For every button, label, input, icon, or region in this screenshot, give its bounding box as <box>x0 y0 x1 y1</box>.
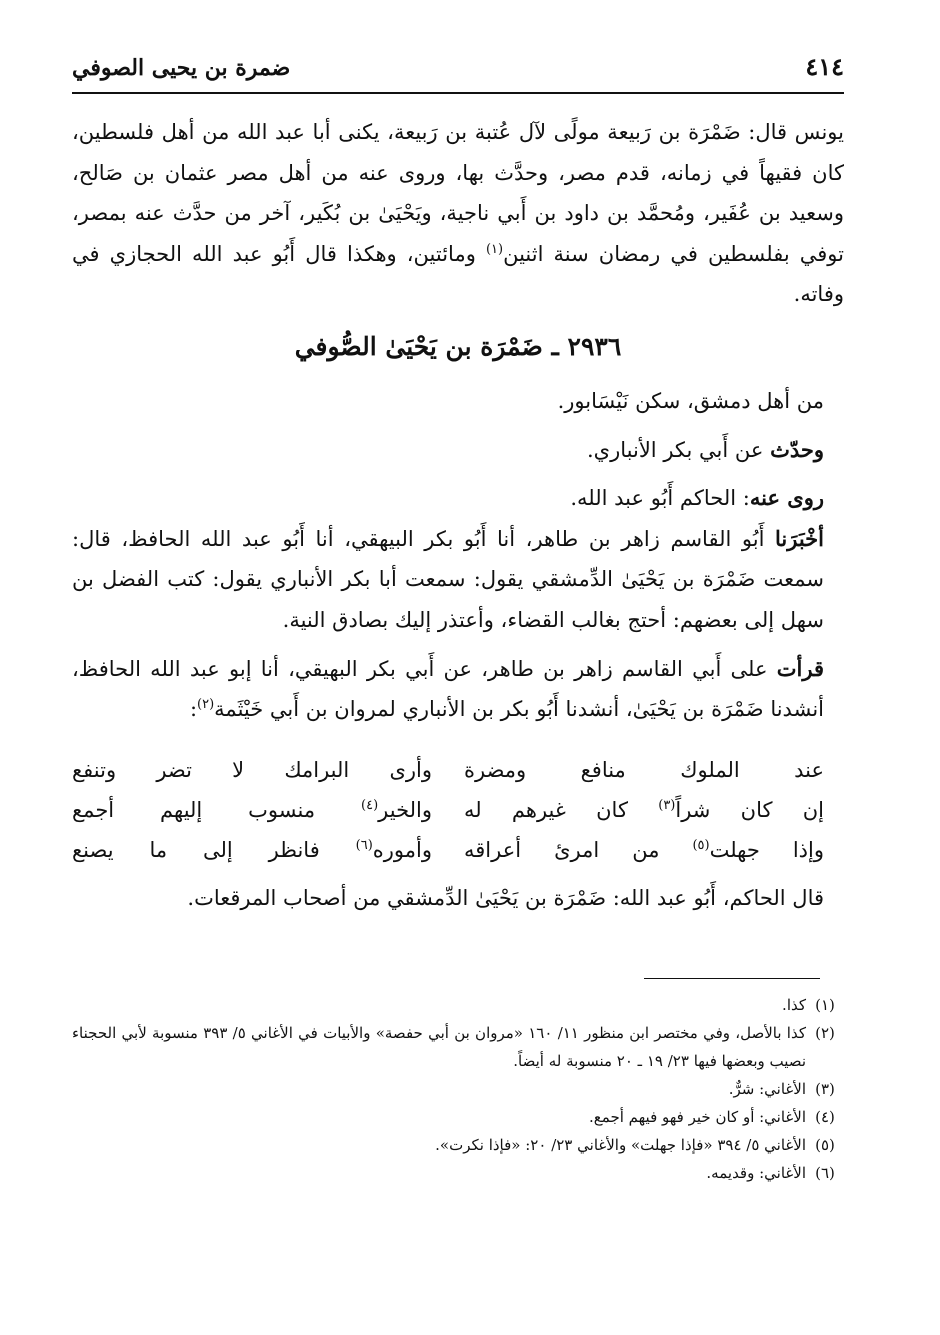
footnote-number: (١) <box>815 996 835 1015</box>
verse-first-hemistich <box>464 750 824 790</box>
hemistich-text: عند الملوك منافع ومضرة <box>464 757 824 782</box>
footnote <box>72 1159 844 1187</box>
isnad-text-2: على أَبي القاسم زاهر بن طاهر، عن أَبي بكر البهيقي، أنا إبو عبد الله الحافظ، أنشدنا ضَمْرَة بن يَحْيَىٰ، أنشدنا أَبُو بكر بن الأنباري لمروان بن أَبي خَيْثَمة <box>72 656 824 722</box>
footnote-text: الأغاني: وقديمه. <box>706 1164 806 1183</box>
hemistich-text: من امرئ أعراقه <box>464 837 693 862</box>
entry-hadath <box>72 430 844 471</box>
footnote-separator <box>644 978 820 979</box>
footnote-text: الأغاني: شرٌّ. <box>728 1080 806 1099</box>
running-head <box>72 52 844 92</box>
footnote-ref-2: (٢) <box>197 697 215 713</box>
hemistich-text: كان غيرهم له <box>464 797 659 822</box>
header-rule <box>72 92 844 94</box>
isnad-text-1: أَبُو القاسم زاهر بن طاهر، أنا أَبُو بكر البيهقي، أنا أَبُو عبد الله الحافظ، قال: سمعت ضَمْرَة بن يَحْيَىٰ الدِّمشقي يقول: سمعت أبا بكر الأنباري يقول: كتب الفضل بن سهل إلى بعضهم: أحتج بغالب القضاء، وأعتذر إليك بصادق النية. <box>72 526 824 632</box>
footnote-text: الأغاني: أو كان خير فهو فيهم أجمع. <box>589 1108 806 1127</box>
previous-entry-text: يونس قال: ضَمْرَة بن رَبيعة مولًى لآل عُتبة بن رَبيعة، يكنى أبا عبد الله من أهل فلسطين، كان فقيهاً في زمانه، قدم مصر، وحدَّث بها، وروى عنه من أهل مصر عثمان بن صَالح، وسعيد بن عُفَير، ومُحمَّد بن داود بن أَبي ناجية، ويَحْيَىٰ بن بُكَير، آخر من حدَّث عنه بمصر، توفي بفلسطين في رمضان سنة اثنين <box>72 120 844 266</box>
hemistich-text: منسوب إليهم أجمع <box>72 797 361 822</box>
closing-paragraph: قال الحاكم، أَبُو عبد الله: ضَمْرَة بن يَحْيَىٰ الدِّمشقي من أصحاب المرقعات. <box>187 885 824 910</box>
footnote <box>72 1131 844 1159</box>
footnote <box>72 1075 844 1103</box>
verse-second-hemistich <box>72 750 432 790</box>
verse-second-hemistich <box>72 790 432 830</box>
footnote <box>72 1103 844 1131</box>
verse-line <box>72 830 844 870</box>
akhbarana-keyword: أخْبَرَنا <box>775 525 824 551</box>
rawa-text: : الحاكم أَبُو عبد الله. <box>570 486 750 511</box>
previous-entry-paragraph <box>72 112 844 315</box>
footnote-text: الأغاني ٥/ ٣٩٤ «فإذا جهلت» والأغاني ٢٣/ ٢٠: «فإذا نكرت». <box>435 1136 806 1155</box>
footnote-number: (٥) <box>815 1136 835 1155</box>
entry-narrators <box>72 478 844 519</box>
footnote-ref-6: (٦) <box>355 837 373 853</box>
footnote-text: كذا. <box>782 996 806 1015</box>
footnote-number: (٦) <box>815 1164 835 1183</box>
book-page <box>72 52 844 1187</box>
verse-second-hemistich <box>72 830 432 870</box>
footnote-number: (٢) <box>815 1024 835 1043</box>
footnotes <box>72 991 844 1187</box>
hadath-keyword: وحدّث <box>770 436 824 462</box>
footnote-number: (٣) <box>815 1080 835 1099</box>
footnote <box>72 991 844 1019</box>
verse-first-hemistich <box>464 830 824 870</box>
hemistich-text: فانظر إلى ما يصنع <box>72 837 356 862</box>
footnote-ref-1: (١) <box>485 241 504 257</box>
footnote-number: (٤) <box>815 1108 835 1127</box>
hemistich-text: وأموره <box>372 837 432 862</box>
isnad-colon: : <box>189 697 198 722</box>
footnote-ref-3: (٣) <box>658 797 676 813</box>
qara-keyword: قرأت <box>776 655 824 681</box>
entry-origin: من أهل دمشق، سكن نَيْسَابور. <box>557 388 824 413</box>
footnote-text: كذا بالأصل، وفي مختصر ابن منظور ١١/ ١٦٠ «مروان بن أبي حفصة» والأبيات في الأغاني ٥/ ٣٩٣ منسوبة لأبي الحجناء نصيب وبعضها فيها ٢٣/ ١٩ ـ ٢٠ منسوبة له أيضاً. <box>72 1024 806 1071</box>
previous-entry-text-end: ومائتين، وهكذا قال أَبُو عبد الله الحجازي في وفاته. <box>72 241 844 307</box>
poem <box>72 750 844 870</box>
entry-title: ٢٩٣٦ ـ ضَمْرَة بن يَحْيَىٰ الصُّوفي <box>294 331 622 361</box>
page-number: ٤١٤ <box>805 52 844 81</box>
footnote <box>72 1019 844 1075</box>
verse-line <box>72 750 844 790</box>
running-title: ضمرة بن يحيى الصوفي <box>72 55 291 81</box>
hemistich-text: وأرى البرامك لا تضر وتنفع <box>72 757 432 782</box>
verse-line <box>72 790 844 830</box>
hemistich-text: والخير <box>378 797 432 822</box>
isnad-paragraph-2 <box>72 649 844 730</box>
hadath-text: عن أَبي بكر الأنباري. <box>587 437 771 462</box>
hemistich-text: إن كان شراً <box>675 797 824 822</box>
rawa-keyword: روى عنه <box>749 485 824 511</box>
isnad-paragraph-1 <box>72 519 844 641</box>
footnote-ref-5: (٥) <box>692 837 710 853</box>
verse-first-hemistich <box>464 790 824 830</box>
footnote-ref-4: (٤) <box>361 797 379 813</box>
hemistich-text: وإذا جهلت <box>709 837 824 862</box>
